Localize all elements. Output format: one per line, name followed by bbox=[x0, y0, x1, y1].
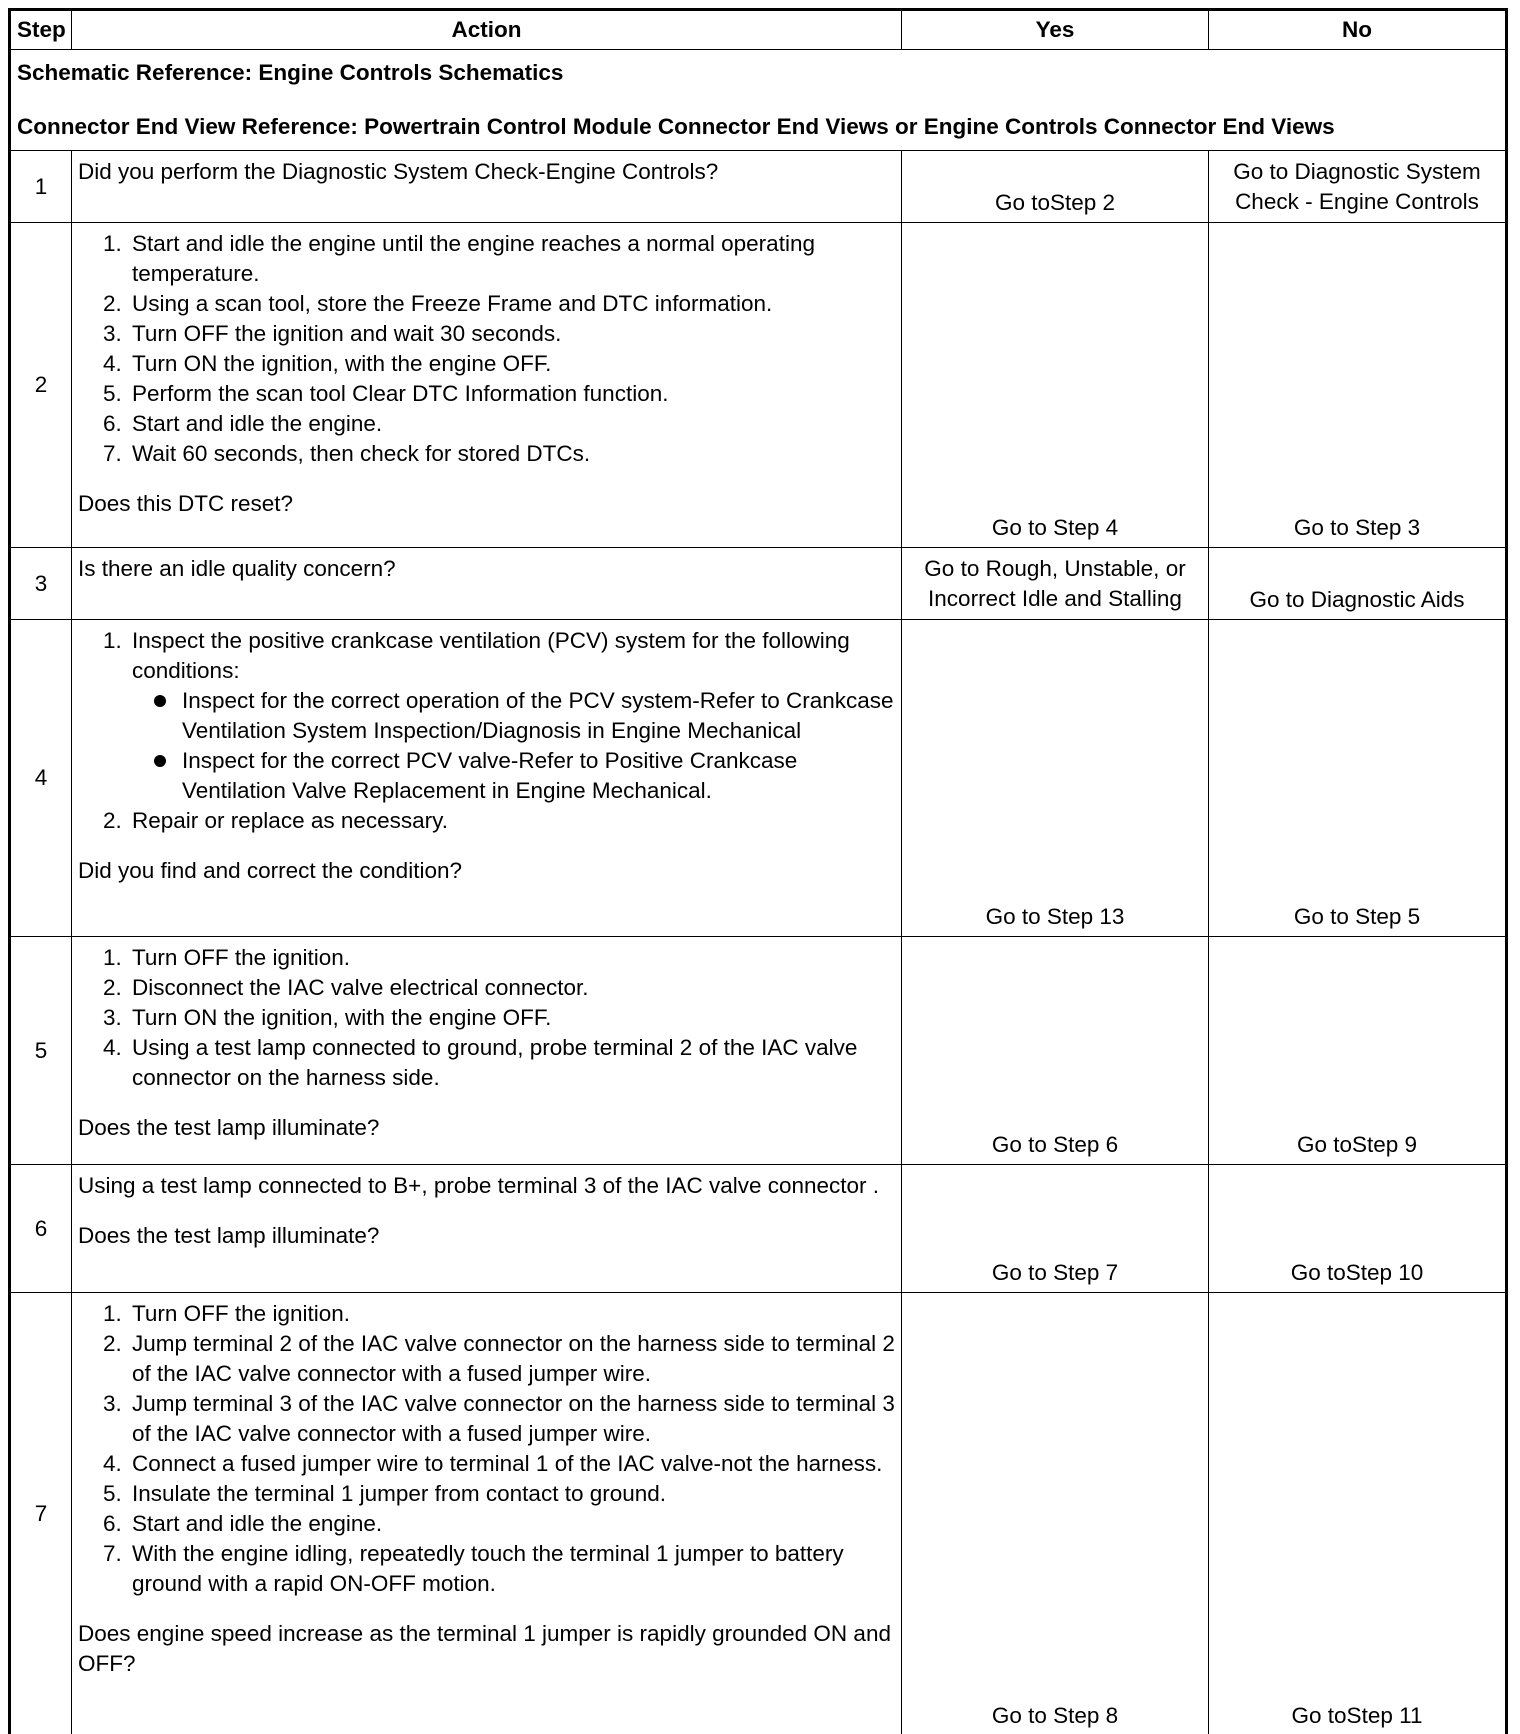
step-number: 7 bbox=[10, 1293, 72, 1734]
action-cell bbox=[72, 1165, 902, 1293]
table-row bbox=[10, 1165, 1507, 1293]
table-row bbox=[10, 620, 1507, 937]
bullet-item: Inspect for the correct PCV valve-Refer to Positive Crankcase Ventilation Valve Replacement in Engine Mechanical. bbox=[180, 746, 895, 806]
action-cell bbox=[72, 223, 902, 548]
yes-result: Go to Step 13 bbox=[902, 620, 1209, 937]
list-item: 6. Start and idle the engine. bbox=[128, 1509, 895, 1539]
question: Does the test lamp illuminate? bbox=[78, 1223, 380, 1248]
list-item: 1. Start and idle the engine until the engine reaches a normal operating temperature. bbox=[128, 229, 895, 289]
question: Did you find and correct the condition? bbox=[78, 858, 462, 883]
step-number: 3 bbox=[10, 548, 72, 620]
table-row bbox=[10, 223, 1507, 548]
reference-row bbox=[10, 50, 1507, 151]
list-item: 2. Jump terminal 2 of the IAC valve connector on the harness side to terminal 2 of the IAC valve connector with a fused jumper wire. bbox=[128, 1329, 895, 1389]
list-item: 2. Using a scan tool, store the Freeze Frame and DTC information. bbox=[128, 289, 895, 319]
no-result: Go to Step 3 bbox=[1209, 223, 1507, 548]
reference-cell bbox=[10, 50, 1507, 151]
list-item bbox=[128, 626, 895, 806]
step-list bbox=[78, 943, 895, 1093]
yes-result: Go to Step 7 bbox=[902, 1165, 1209, 1293]
list-item-text: Inspect the positive crankcase ventilation (PCV) system for the following conditions: bbox=[132, 628, 850, 683]
header-step: Step bbox=[10, 10, 72, 50]
bullet-item: Inspect for the correct operation of the PCV system-Refer to Crankcase Ventilation System Inspection/Diagnosis in Engine Mechanical bbox=[180, 686, 895, 746]
step-number: 2 bbox=[10, 223, 72, 548]
table-row bbox=[10, 1293, 1507, 1734]
table-row bbox=[10, 937, 1507, 1165]
list-item: 4. Using a test lamp connected to ground, probe terminal 2 of the IAC valve connector on the harness side. bbox=[128, 1033, 895, 1093]
step-list bbox=[78, 1299, 895, 1599]
list-item: 3. Jump terminal 3 of the IAC valve connector on the harness side to terminal 3 of the IAC valve connector with a fused jumper wire. bbox=[128, 1389, 895, 1449]
action-text: Using a test lamp connected to B+, probe terminal 3 of the IAC valve connector . bbox=[78, 1173, 880, 1198]
no-result: Go to Diagnostic System Check - Engine Controls bbox=[1209, 151, 1507, 223]
header-yes: Yes bbox=[902, 10, 1209, 50]
step-number: 4 bbox=[10, 620, 72, 937]
no-result: Go to Diagnostic Aids bbox=[1209, 548, 1507, 620]
list-item: 6. Start and idle the engine. bbox=[128, 409, 895, 439]
list-item: 1. Turn OFF the ignition. bbox=[128, 1299, 895, 1329]
step-number: 1 bbox=[10, 151, 72, 223]
action-cell bbox=[72, 620, 902, 937]
header-no: No bbox=[1209, 10, 1507, 50]
yes-result: Go to Step 8 bbox=[902, 1293, 1209, 1734]
connector-reference: Connector End View Reference: Powertrain Control Module Connector End Views or Engine Controls Connector End Views bbox=[17, 114, 1335, 139]
list-item: 4. Connect a fused jumper wire to terminal 1 of the IAC valve-not the harness. bbox=[128, 1449, 895, 1479]
list-item: 5. Perform the scan tool Clear DTC Information function. bbox=[128, 379, 895, 409]
no-result: Go to Step 5 bbox=[1209, 620, 1507, 937]
header-action: Action bbox=[72, 10, 902, 50]
bullet-list bbox=[132, 686, 895, 806]
question: Is there an idle quality concern? bbox=[78, 556, 396, 581]
list-item: 1. Turn OFF the ignition. bbox=[128, 943, 895, 973]
action-cell bbox=[72, 548, 902, 620]
action-cell bbox=[72, 151, 902, 223]
diagnostic-table bbox=[8, 8, 1508, 1734]
header-row bbox=[10, 10, 1507, 50]
no-result: Go toStep 10 bbox=[1209, 1165, 1507, 1293]
yes-result: Go toStep 2 bbox=[902, 151, 1209, 223]
list-item: 5. Insulate the terminal 1 jumper from contact to ground. bbox=[128, 1479, 895, 1509]
yes-result: Go to Rough, Unstable, or Incorrect Idle and Stalling bbox=[902, 548, 1209, 620]
action-cell bbox=[72, 1293, 902, 1734]
list-item: 3. Turn OFF the ignition and wait 30 seconds. bbox=[128, 319, 895, 349]
list-item: 4. Turn ON the ignition, with the engine OFF. bbox=[128, 349, 895, 379]
yes-result: Go to Step 6 bbox=[902, 937, 1209, 1165]
step-number: 5 bbox=[10, 937, 72, 1165]
no-result: Go toStep 11 bbox=[1209, 1293, 1507, 1734]
list-item: 7. Wait 60 seconds, then check for stored DTCs. bbox=[128, 439, 895, 469]
table-row bbox=[10, 548, 1507, 620]
question: Does engine speed increase as the terminal 1 jumper is rapidly grounded ON and OFF? bbox=[78, 1621, 891, 1676]
list-item: 3. Turn ON the ignition, with the engine OFF. bbox=[128, 1003, 895, 1033]
question: Did you perform the Diagnostic System Check-Engine Controls? bbox=[78, 159, 719, 184]
table-row bbox=[10, 151, 1507, 223]
question: Does this DTC reset? bbox=[78, 491, 294, 516]
no-result: Go toStep 9 bbox=[1209, 937, 1507, 1165]
list-item: 7. With the engine idling, repeatedly touch the terminal 1 jumper to battery ground with a rapid ON-OFF motion. bbox=[128, 1539, 895, 1599]
step-list bbox=[78, 626, 895, 836]
question: Does the test lamp illuminate? bbox=[78, 1115, 380, 1140]
step-list bbox=[78, 229, 895, 469]
step-number: 6 bbox=[10, 1165, 72, 1293]
action-cell bbox=[72, 937, 902, 1165]
list-item: 2. Repair or replace as necessary. bbox=[128, 806, 895, 836]
yes-result: Go to Step 4 bbox=[902, 223, 1209, 548]
schematic-reference: Schematic Reference: Engine Controls Schematics bbox=[17, 60, 564, 85]
list-item: 2. Disconnect the IAC valve electrical connector. bbox=[128, 973, 895, 1003]
